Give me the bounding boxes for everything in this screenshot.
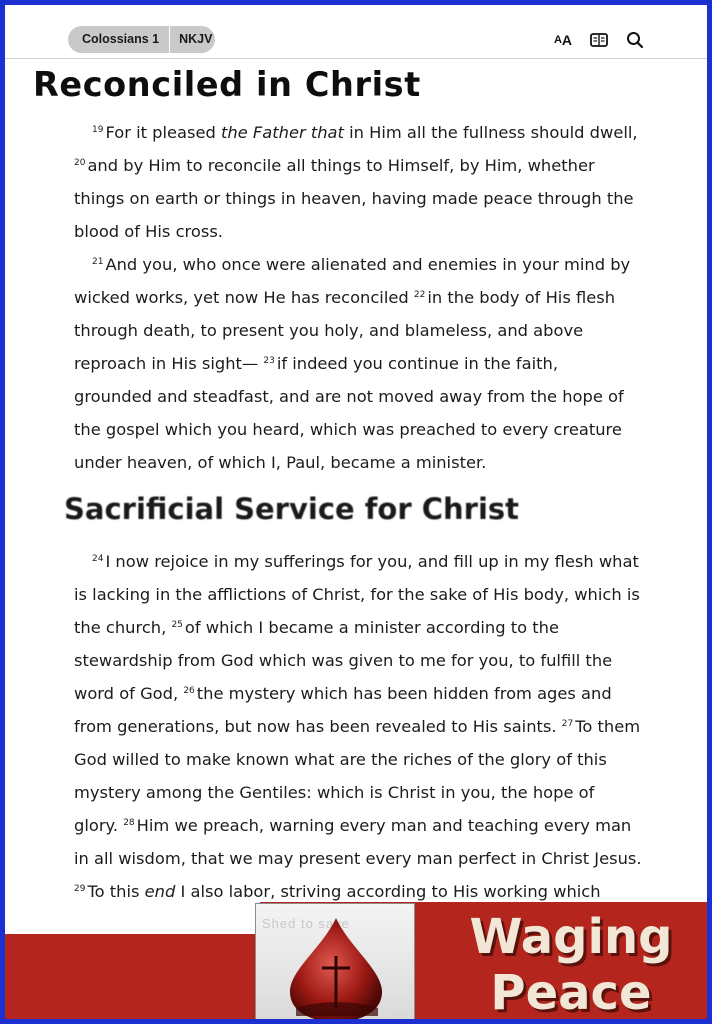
verse-text: in Him all the fullness should dwell, (343, 123, 638, 142)
text-line (74, 809, 674, 842)
text-line: God willed to make known what are the riches of the glory of this (74, 750, 607, 769)
book-open-icon (590, 33, 608, 47)
text-line: grounded and steadfast, and are not moved away from the hope of (74, 387, 624, 406)
passage-selector[interactable] (68, 26, 215, 53)
verse-text: the church, (74, 618, 172, 637)
text-line: through death, to present you holy, and blameless, and above (74, 321, 584, 340)
verse-text: And you, who once were alienated and enemies in your mind by (105, 255, 631, 274)
verse-text: To this (87, 882, 145, 901)
text-continuation-area (5, 902, 260, 934)
text-line: mystery among the Gentiles: which is Christ in you, the hope of (74, 783, 595, 802)
verse-text: from generations, but now has been revealed to His saints. (74, 717, 562, 736)
verse-text: For it pleased (105, 123, 222, 142)
verse-text: the mystery which has been hidden from ages and (196, 684, 612, 703)
text-line (74, 545, 674, 578)
text-line: under heaven, of which I, Paul, became a minister. (74, 453, 487, 472)
version-button[interactable]: NKJV (179, 32, 213, 46)
banner-title-line-1: Waging (469, 909, 673, 965)
text-line (74, 611, 674, 644)
section-heading-1: Reconciled in Christ (33, 65, 421, 104)
verse-number[interactable]: 23 (263, 355, 275, 366)
text-line (74, 347, 674, 380)
verse-text: in the body of His flesh (427, 288, 616, 307)
verse-text: word of God, (74, 684, 184, 703)
text-line: the gospel which you heard, which was preached to every creature (74, 420, 622, 439)
text-size-big-label: A (561, 32, 573, 48)
paragraph-1 (74, 116, 674, 248)
verse-number[interactable]: 29 (74, 883, 86, 894)
verse-text: Him we preach, warning every man and teaching every man (136, 816, 632, 835)
verse-text: I also labor, striving according to His working which (175, 882, 601, 901)
verse-text: of which I became a minister according to the (184, 618, 559, 637)
verse-number[interactable]: 24 (92, 553, 104, 564)
verse-number[interactable]: 25 (171, 619, 183, 630)
text-line: blood of His cross. (74, 222, 223, 241)
verse-number[interactable]: 21 (92, 256, 104, 267)
section-heading-2: Sacrificial Service for Christ (64, 492, 520, 526)
verse-number[interactable]: 20 (74, 157, 86, 168)
verse-number[interactable]: 27 (561, 718, 574, 729)
verse-number[interactable]: 28 (123, 817, 135, 828)
top-toolbar (5, 5, 707, 59)
verse-text: and by Him to reconcile all things to Himself, by Him, whether (87, 156, 595, 175)
text-line: things on earth or things in heaven, having made peace through the (74, 189, 634, 208)
thumbnail-caption-bottom: you (391, 1010, 408, 1021)
verse-text: To them (575, 717, 641, 736)
verse-text: if indeed you continue in the faith, (276, 354, 559, 373)
verse-number[interactable]: 19 (92, 124, 104, 135)
banner-title-line-2: Peace (490, 965, 652, 1021)
text-line (74, 149, 674, 182)
shed-to-save-thumbnail (255, 903, 415, 1024)
verse-text: glory. (74, 816, 124, 835)
text-line (74, 281, 674, 314)
text-line (74, 710, 674, 743)
text-line (74, 116, 674, 149)
verse-text: wicked works, yet now He has reconciled (74, 288, 414, 307)
verse-number[interactable]: 22 (413, 289, 426, 300)
verse-text-italic: the Father that (221, 123, 344, 142)
waging-peace-title (435, 903, 707, 1024)
text-size-icon[interactable] (553, 30, 573, 50)
paragraph-3 (74, 545, 674, 941)
text-line (74, 248, 674, 281)
verse-text: reproach in His sight— (74, 354, 264, 373)
thumbnail-caption-top: Shed to save (262, 916, 350, 931)
toolbar-tools (553, 30, 645, 50)
text-line: is lacking in the afflictions of Christ, for the sake of His body, which is (74, 585, 640, 604)
verse-number[interactable]: 26 (183, 685, 195, 696)
text-line: in all wisdom, that we may present every man perfect in Christ Jesus. (74, 849, 642, 868)
search-icon[interactable] (625, 30, 645, 50)
paragraph-2 (74, 248, 674, 479)
text-line: stewardship from God which was given to me for you, to fulfill the (74, 651, 613, 670)
verse-text: I now rejoice in my sufferings for you, and fill up in my flesh what (105, 552, 639, 571)
verse-text-italic: end (144, 882, 176, 901)
text-size-small-label: A (553, 34, 562, 46)
magnifier-icon (626, 31, 644, 49)
reader-view-icon[interactable] (589, 30, 609, 50)
book-chapter-button[interactable]: Colossians 1 (68, 26, 170, 53)
text-line (74, 677, 674, 710)
blood-drop-cross-icon (256, 904, 416, 1024)
